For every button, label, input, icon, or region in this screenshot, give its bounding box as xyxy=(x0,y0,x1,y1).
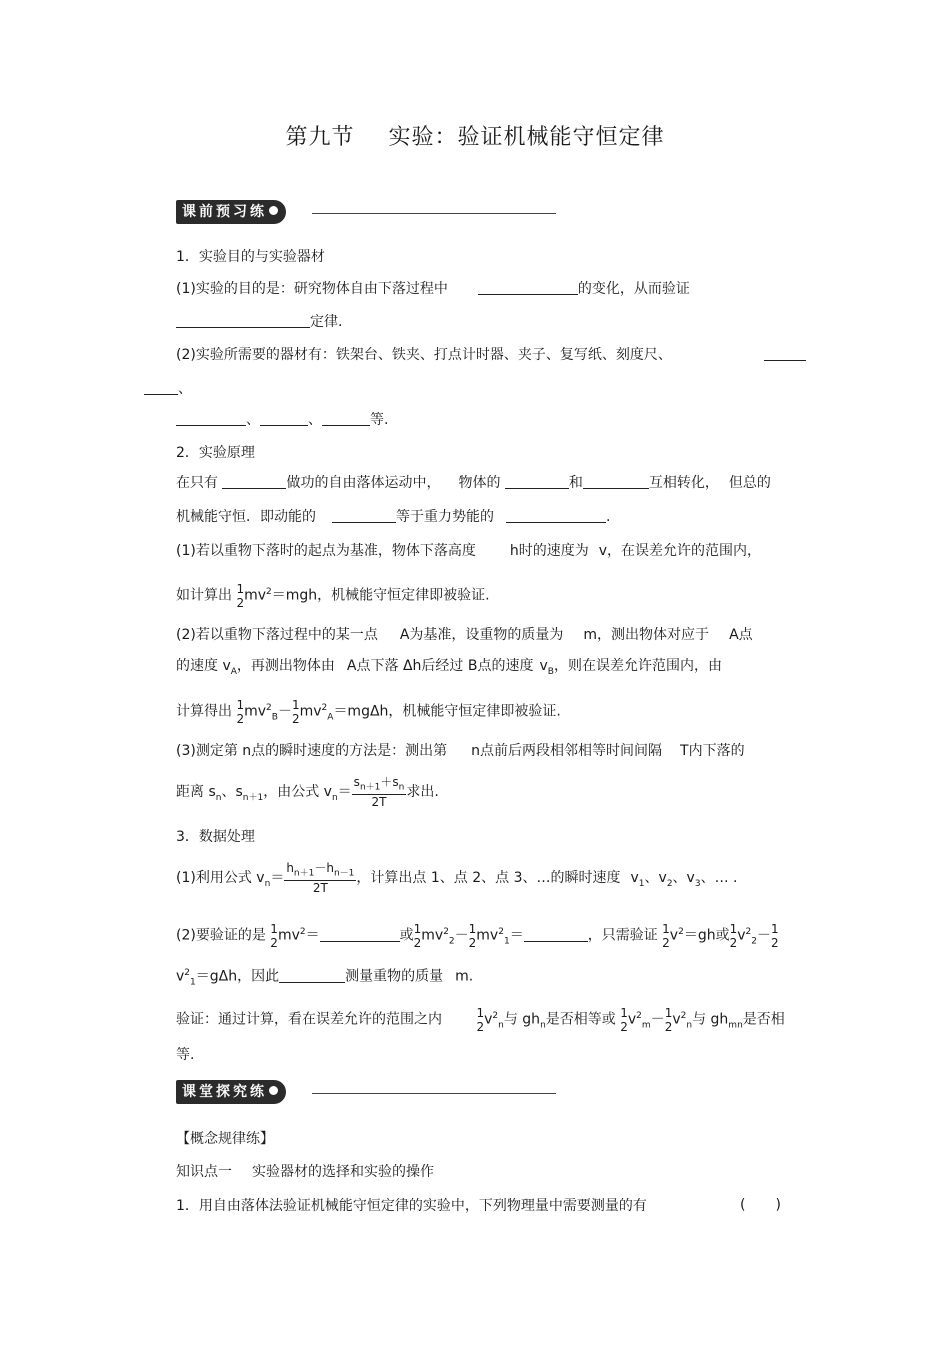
paragraph: (3)测定第 n点的瞬时速度的方法是：测出第 n点前后两段相邻相等时间间隔 T内下落的 xyxy=(176,743,745,759)
blank xyxy=(524,927,588,942)
blank xyxy=(322,411,370,426)
paragraph: 的速度 $v_A$，再测出物体由 A点下落 Δh后经过 B点的速度 $v_B$，则在误差允许范围内，由 xyxy=(176,658,722,677)
bullet-dot-icon xyxy=(269,206,278,215)
paragraph: 机械能守恒．即动能的 等于重力势能的 . xyxy=(176,509,611,525)
fraction: 1 2 xyxy=(291,697,300,726)
question-1: 1．用自由落体法验证机械能守恒定律的实验中，下列物理量中需要测量的有 xyxy=(176,1198,647,1214)
blank xyxy=(222,474,286,489)
fraction-vn: $\frac{s_{n+1}+s_n}{2T}$ xyxy=(353,774,405,810)
paragraph: 、 、 等. xyxy=(176,411,388,429)
formula-line: 距离 $s_n$、$s_{n+1}$，由公式 $v_n=$ $\frac{s_{n+1}+s_n}{2T}$ 求出. xyxy=(176,774,439,810)
paragraph: 、 xyxy=(144,380,192,398)
section-rule xyxy=(312,213,556,214)
formula-line: (1)利用公式 $v_n=$ $\frac{h_{n+1}-h_{n-1}}{2T}$ ，计算出点 1、点 2、点 3、…的瞬时速度 $v_1$、$v_2$、$v_3$、… . xyxy=(176,860,738,896)
heading-1: 1．实验目的与实验器材 xyxy=(176,249,325,265)
paragraph: (1)实验的目的是：研究物体自由下落过程中 的变化，从而验证 xyxy=(176,281,690,297)
heading-2: 2．实验原理 xyxy=(176,445,255,461)
fraction-vn: $\frac{h_{n+1}-h_{n-1}}{2T}$ xyxy=(286,860,355,896)
blank xyxy=(506,508,606,523)
fraction: 1 2 xyxy=(236,697,245,726)
blank xyxy=(176,313,310,328)
formula-line: 如计算出 1 2 $mv^2=mgh$，机械能守恒定律即被验证. xyxy=(176,581,490,610)
paragraph: (1)若以重物下落时的起点为基准，物体下落高度 h时的速度为 v，在误差允许的范围内， xyxy=(176,543,762,559)
section-rule xyxy=(312,1093,556,1094)
formula-line: 验证：通过计算，看在误差允许的范围之内 1 2 $v^2_n$与 $gh_n$是否相等或 1 2 $v^2_m-$ 1 2 $v^2_n$与 $gh_{mn}$是否相 xyxy=(176,1005,785,1034)
paragraph: 等. xyxy=(176,1047,195,1063)
blank xyxy=(320,927,400,942)
formula-line: (2)要验证的是 1 2 $mv^2=$ 或 1 2 $mv^2_2-$ 1 2 $mv^2_1=$ ，只需验证 1 2 $v^2=gh$或 1 2 $v^2_2-$ 1 2 xyxy=(176,921,779,950)
bullet-dot-icon xyxy=(269,1086,278,1095)
blank-line xyxy=(764,346,806,364)
blank xyxy=(583,474,649,489)
subheading: 【概念规律练】 xyxy=(176,1131,274,1147)
paragraph: (2)若以重物下落过程中的某一点 A为基准，设重物的质量为 m，测出物体对应于 A点 xyxy=(176,627,753,643)
blank xyxy=(332,508,396,523)
paragraph: 定律. xyxy=(176,313,342,331)
fraction: 1 2 xyxy=(236,581,245,610)
blank xyxy=(176,411,246,426)
knowledge-point: 知识点一 实验器材的选择和实验的操作 xyxy=(176,1164,434,1180)
answer-bracket: ( ) xyxy=(740,1197,781,1213)
blank xyxy=(279,968,345,983)
paragraph: 在只有 做功的自由落体运动中， 物体的 和 互相转化， 但总的 xyxy=(176,475,771,491)
page-title: 第九节 实验：验证机械能守恒定律 xyxy=(285,125,665,150)
blank xyxy=(478,280,578,295)
blank xyxy=(260,411,308,426)
paragraph: (2)实验所需要的器材有：铁架台、铁夹、打点计时器、夹子、复写纸、刻度尺、 xyxy=(176,347,672,363)
heading-3: 3．数据处理 xyxy=(176,829,255,845)
blank xyxy=(505,474,569,489)
formula-line: 计算得出 1 2 $mv^2_B-$ 1 2 $mv^2_A=mg\Delta h$，机械能守恒定律即被验证. xyxy=(176,697,561,726)
blank xyxy=(144,380,178,395)
paragraph: $v^2_1=g\Delta h$，因此 测量重物的质量 m. xyxy=(176,968,474,988)
